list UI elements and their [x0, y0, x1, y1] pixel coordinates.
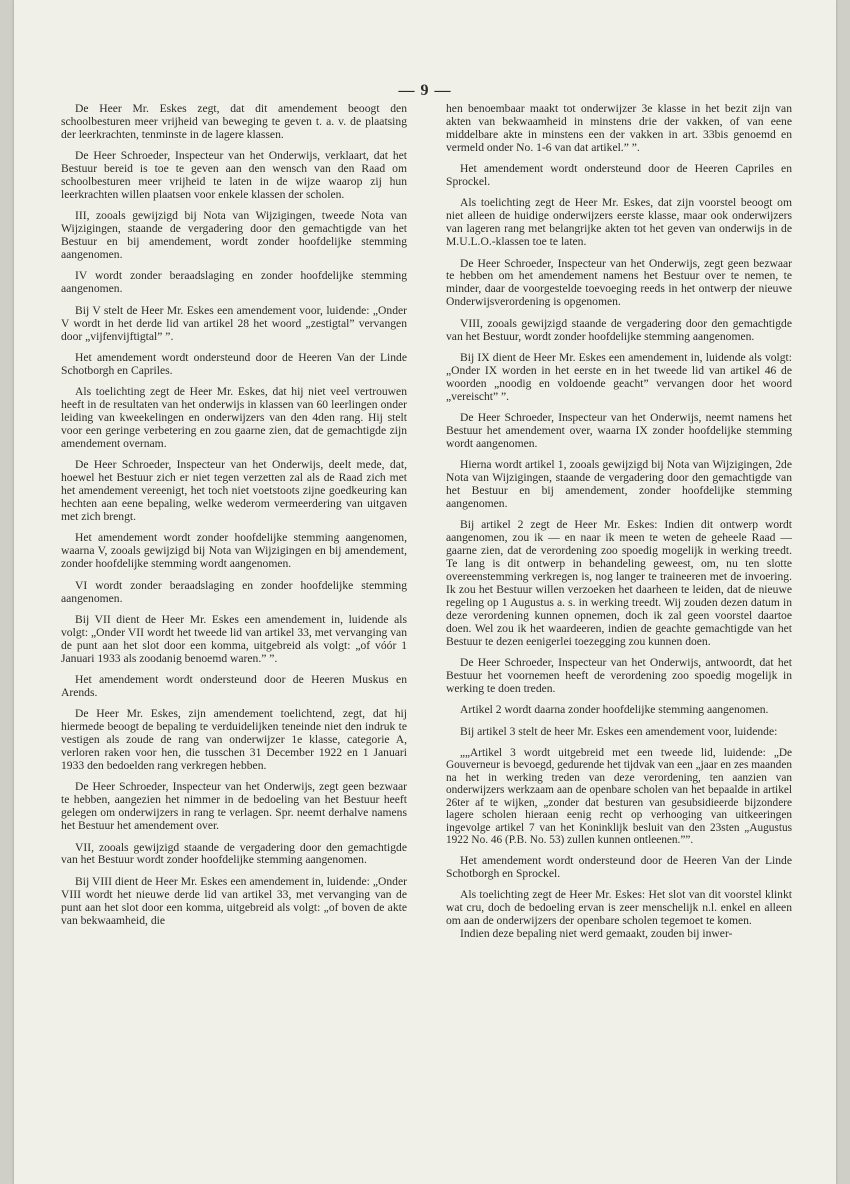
paragraph: Als toelichting zegt de Heer Mr. Eskes: Het slot van dit voorstel klinkt wat cru, doch de bedoeling ervan is zeer menschelijk n.l. enkel en alleen om aan de onderwijzers der openbare scholen tegemoet te komen.	[446, 888, 792, 927]
paragraph: Het amendement wordt ondersteund door de Heeren Muskus en Arends.	[61, 673, 407, 699]
paragraph: IV wordt zonder beraadslaging en zonder hoofdelijke stemming aangenomen.	[61, 269, 407, 296]
paragraph: Het amendement wordt ondersteund door de Heeren Capriles en Sprockel.	[446, 162, 792, 189]
paragraph: Hierna wordt artikel 1, zooals gewijzigd bij Nota van Wijzigingen, 2de Nota van Wijzigingen, staande de vergadering door den gemachtigde van het Bestuur en bij amendement, zonder hoofdelijke stemming aangenomen.	[446, 458, 792, 511]
page-number: — 9 —	[398, 82, 452, 99]
left-column	[61, 103, 407, 927]
paragraph: Indien deze bepaling niet werd gemaakt, zouden bij inwer-	[460, 926, 733, 940]
paragraph: Als toelichting zegt de Heer Mr. Eskes, dat hij niet veel vertrouwen heeft in de resultaten van het onderwijs in klassen van 60 leerlingen onder leiding van kweekelingen en onderwijzers van den 4den rang. Hij stelt voor een geringe verbetering en zou gaarne zien, dat de gemachtigde zijn amendement overnam.	[61, 385, 407, 450]
paragraph: Als toelichting zegt de Heer Mr. Eskes, dat zijn voorstel beoogt om niet alleen de huidige onderwijzers eerste klasse, maar ook onderwijzers van lageren rang met belangrijke akten tot het geven van onderwijs in de M.U.L.O.-klassen toe te laten.	[446, 196, 792, 249]
paragraph: De Heer Schroeder, Inspecteur van het Onderwijs, antwoordt, dat het Bestuur het voornemen heeft de verordening zoo spoedig mogelijk in werking te doen treden.	[446, 656, 792, 695]
paragraph: Het amendement wordt ondersteund door de Heeren Van der Linde Schotborgh en Sprockel.	[446, 853, 792, 880]
paragraph: De Heer Schroeder, Inspecteur van het Onderwijs, verklaart, dat het Bestuur bereid is toe te geven aan den wensch van den Raad om schoolbesturen meer vrijheid te laten in de wijze waarop zij hun leerkrachten willen plaatsen voor enkele klassen der scholen.	[61, 149, 407, 201]
paragraph: De Heer Mr. Eskes, zijn amendement toelichtend, zegt, dat hij hiermede beoogt de bepaling te verduidelijken teneinde niet den indruk te vestigen als zoude de rang van onderwijzer 1e klasse, categorie A, verloren raken voor hen, die tusschen 31 December 1922 en 1 Januari 1933 den bedoelden rang verkregen hebben.	[61, 707, 407, 772]
paragraph: Artikel 2 wordt daarna zonder hoofdelijke stemming aangenomen.	[460, 703, 769, 717]
right-column	[446, 103, 792, 941]
paragraph: VIII, zooals gewijzigd staande de vergadering door den gemachtigde van het Bestuur, wordt zonder hoofdelijke stemming aangenomen.	[446, 316, 792, 343]
paragraph: Bij artikel 2 zegt de Heer Mr. Eskes: Indien dit ontwerp wordt aangenomen, zou ik — en naar ik meen te weten de geheele Raad — gaarne zien, dat de verordening zoo spoedig mogelijk in werking treedt. Te lang is dit ontwerp in behandeling geweest, om, nu ten slotte overeenstemming verkregen is, nog langer te traineeren met de invoering. Ik zou het Bestuur willen verzoeken het daarheen te leiden, dat de nieuwe regeling op 1 Augustus a. s. in werking treedt. Wij zouden dezen datum in deze verordening kunnen opnemen, doch ik zal geen voorstel daartoe doen. Wel zou ik het waardeeren, indien de geachte gemachtigde van het Bestuur te dezen eenigerlei toezegging zou kunnen doen.	[446, 518, 792, 648]
paragraph: Het amendement wordt zonder hoofdelijke stemming aangenomen, waarna V, zooals gewijzigd bij Nota van Wijzigingen en bij amendement, zonder hoofdelijke stemming wordt aangenomen.	[61, 531, 407, 571]
paragraph: De Heer Mr. Eskes zegt, dat dit amendement beoogt den schoolbesturen meer vrijheid van beweging te geven t. a. v. de plaatsing der leerkrachten, tenminste in de lagere klassen.	[61, 102, 407, 141]
paragraph: III, zooals gewijzigd bij Nota van Wijzigingen, tweede Nota van Wijzigingen, staande de vergadering door den gemachtigde van het Bestuur en bij amendement, wordt zonder hoofdelijke stemming aangenomen.	[61, 209, 407, 262]
paragraph: De Heer Schroeder, Inspecteur van het Onderwijs, zegt geen bezwaar te hebben, aangezien het nimmer in de bedoeling van het Bestuur heeft gelegen om onderwijzers in rang te verlagen. Spr. neemt derhalve namens het Bestuur het amendement over.	[61, 780, 407, 833]
paragraph: Het amendement wordt ondersteund door de Heeren Van der Linde Schotborgh en Capriles.	[61, 351, 407, 377]
paragraph: hen benoembaar maakt tot onderwijzer 3e klasse in het bezit zijn van akten van bekwaamheid in minstens drie der vakken, of van eene middelbare akte in minstens een der vakken in art. 33bis genoemd en vermeld onder No. 1-6 van dat artikel.” ”.	[446, 102, 792, 154]
paragraph: Bij V stelt de Heer Mr. Eskes een amendement voor, luidende: „Onder V wordt in het derde lid van artikel 28 het woord „zestigtal” vervangen door „vijfenvijftigtal” ”.	[61, 303, 407, 343]
paragraph: VI wordt zonder beraadslaging en zonder hoofdelijke stemming aangenomen.	[61, 578, 407, 605]
quoted-amendment: „„Artikel 3 wordt uitgebreid met een tweede lid, luidende: „De Gouverneur is bevoegd, gedurende het tijdvak van een „jaar en zes maanden na het in werking treden van deze verordening, ten aanzien van onderwijzers werkzaam aan de openbare scholen van het bepaalde in artikel 26ter af te wijken, „zonder dat besturen van gesubsidieerde bijzondere lagere scholen hieraan eenig recht op verhooging van uitkeeringen ingevolge artikel 7 van het Koninklijk besluit van den 23sten „Augustus 1922 No. 46 (P.B. No. 53) zullen kunnen ontleenen.””.	[446, 747, 792, 846]
paragraph: Bij artikel 3 stelt de heer Mr. Eskes een amendement voor, luidende:	[460, 724, 778, 738]
paragraph: De Heer Schroeder, Inspecteur van het Onderwijs, neemt namens het Bestuur het amendement over, waarna IX zonder hoofdelijke stemming wordt aangenomen.	[446, 411, 792, 450]
paragraph: Bij VIII dient de Heer Mr. Eskes een amendement in, luidende: „Onder VIII wordt het nieuwe derde lid van artikel 33, met vervanging van de punt aan het slot door een komma, uitgebreid als volgt: „of boven de akte van bekwaamheid, die	[61, 874, 407, 927]
document-page	[14, 0, 836, 1184]
paragraph: VII, zooals gewijzigd staande de vergadering door den gemachtigde van het Bestuur wordt zonder hoofdelijke stemming aangenomen.	[61, 840, 407, 867]
paragraph: Bij VII dient de Heer Mr. Eskes een amendement in, luidende als volgt: „Onder VII wordt het tweede lid van artikel 33, met vervanging van de punt aan het slot door een komma, uitgebreid als volgt: „of vóór 1 Januari 1933 als zoodanig benoemd waren.” ”.	[61, 612, 407, 665]
paragraph: De Heer Schroeder, Inspecteur van het Onderwijs, deelt mede, dat, hoewel het Bestuur zich er niet tegen verzetten zal als de Raad zich met het amendement vereenigt, het toch niet voetstoots zijne goedkeuring kan hechten aan eene bepaling, welke wederom vermeerdering van uitgaven met zich brengt.	[61, 458, 407, 523]
paragraph: De Heer Schroeder, Inspecteur van het Onderwijs, zegt geen bezwaar te hebben om het amendement namens het Bestuur over te nemen, te minder, daar de voorgestelde toevoeging reeds in het ontwerp der nieuwe Onderwijsverordening is opgenomen.	[446, 256, 792, 309]
paragraph: Bij IX dient de Heer Mr. Eskes een amendement in, luidende als volgt: „Onder IX worden in het eerste en in het tweede lid van artikel 46 de woorden „noodig en voldoende geacht” vervangen door het woord „vereischt” ”.	[446, 351, 792, 403]
